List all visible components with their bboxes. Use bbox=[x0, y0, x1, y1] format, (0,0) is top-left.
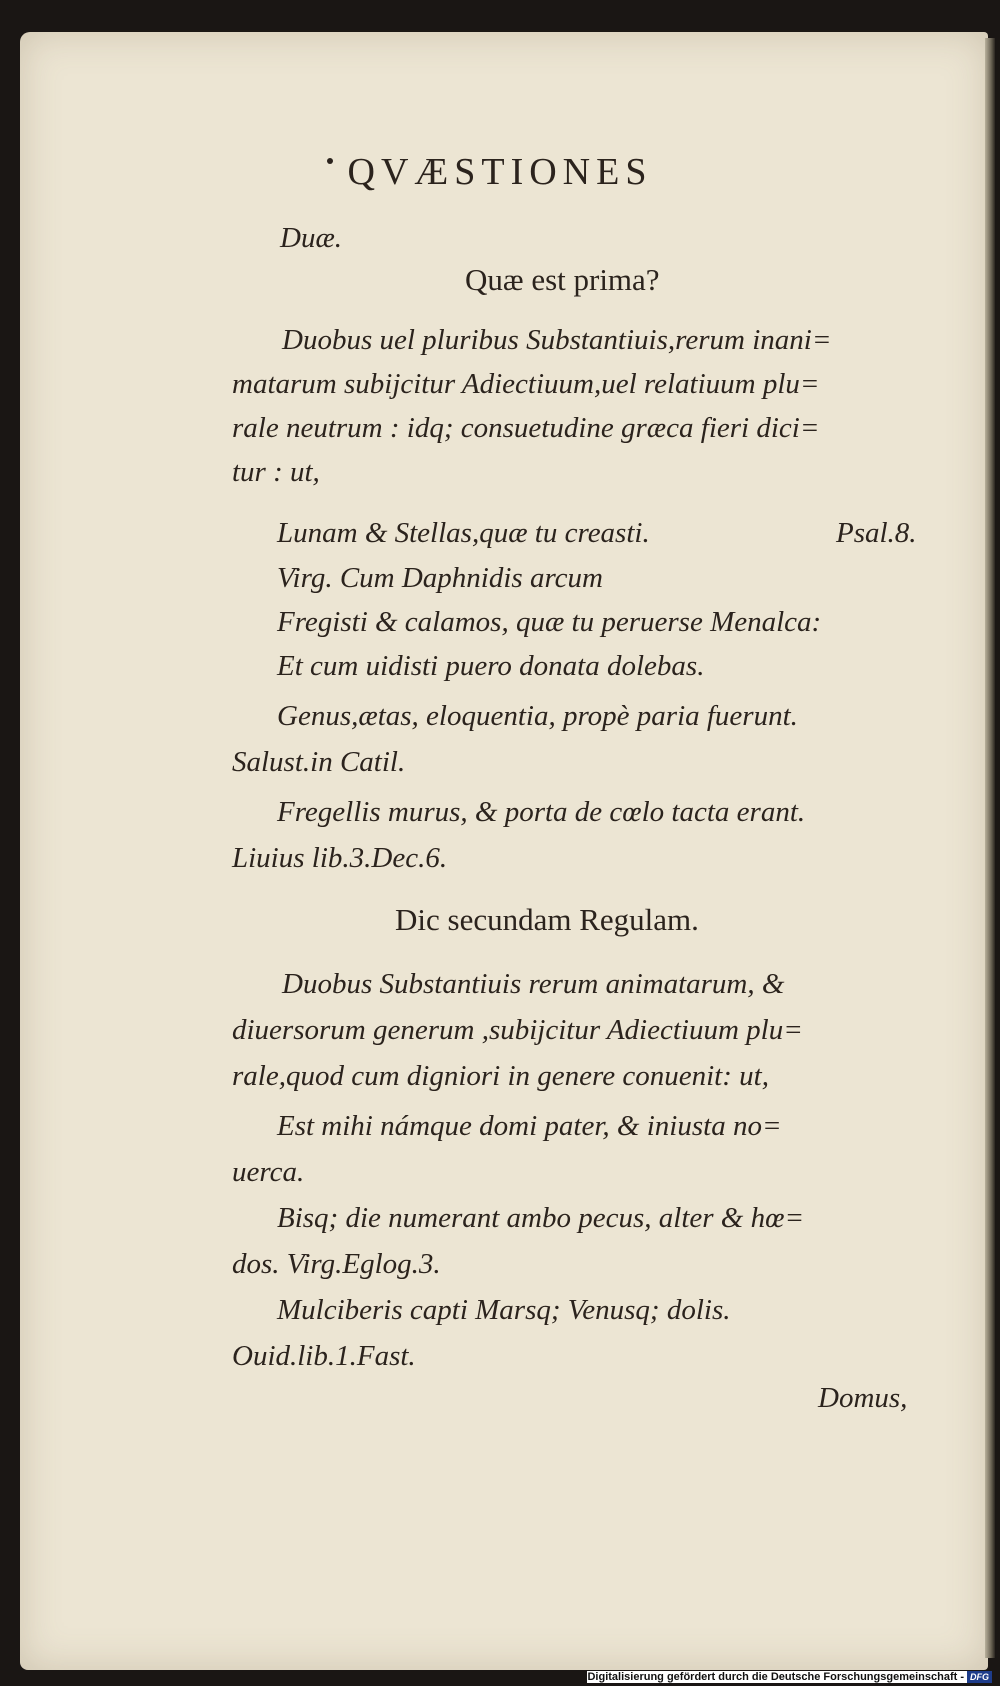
page-edge bbox=[985, 38, 995, 1658]
text-line-14: Fregellis murus, & porta de cœlo tacta erant. bbox=[277, 796, 806, 828]
question-heading-1: Quæ est prima? bbox=[465, 262, 660, 297]
text-line-4: matarum subijcitur Adiectiuum,uel relatiuum plu= bbox=[232, 368, 820, 400]
text-line-10: Fregisti & calamos, quæ tu peruerse Menalca: bbox=[277, 606, 822, 638]
text-line-17: Duobus Substantiuis rerum animatarum, & bbox=[282, 968, 785, 1000]
text-line-22: Bisq; die numerant ambo pecus, alter & hœ= bbox=[277, 1202, 805, 1234]
text-line-21: uerca. bbox=[232, 1156, 305, 1188]
text-line-13: Salust.in Catil. bbox=[232, 746, 406, 778]
text-line-11: Et cum uidisti puero donata dolebas. bbox=[277, 650, 705, 682]
text-line-24: Mulciberis capti Marsq; Venusq; dolis. bbox=[277, 1294, 731, 1326]
text-line-15: Liuius lib.3.Dec.6. bbox=[232, 842, 448, 874]
question-heading-2: Dic secundam Regulam. bbox=[395, 902, 699, 937]
text-line-18: diuersorum generum ,subijcitur Adiectiuum plu= bbox=[232, 1014, 803, 1046]
running-head: QVÆSTIONES bbox=[347, 151, 653, 193]
text-line-25: Ouid.lib.1.Fast. bbox=[232, 1340, 416, 1372]
text-line-6: tur : ut, bbox=[232, 456, 320, 488]
credit-text: Digitalisierung gefördert durch die Deutsche Forschungsgemeinschaft - bbox=[587, 1671, 964, 1683]
text-line-1: Duæ. bbox=[280, 222, 343, 254]
text-line-8: Psal.8. bbox=[836, 517, 917, 549]
catchword: Domus, bbox=[818, 1382, 908, 1414]
digitization-credit bbox=[587, 1671, 992, 1683]
text-line-23: dos. Virg.Eglog.3. bbox=[232, 1248, 441, 1280]
text-line-20: Est mihi námque domi pater, & iniusta no= bbox=[277, 1110, 782, 1142]
dfg-logo: DFG bbox=[967, 1671, 992, 1683]
text-line-5: rale neutrum : idq; consuetudine græca fieri dici= bbox=[232, 412, 820, 444]
text-line-7: Lunam & Stellas,quæ tu creasti. bbox=[277, 517, 650, 549]
text-line-12: Genus,ætas, eloquentia, propè paria fuerunt. bbox=[277, 700, 798, 732]
text-line-3: Duobus uel pluribus Substantiuis,rerum inani= bbox=[282, 324, 832, 356]
text-line-19: rale,quod cum digniori in genere conuenit: ut, bbox=[232, 1060, 769, 1092]
text-line-9: Virg. Cum Daphnidis arcum bbox=[277, 562, 603, 594]
